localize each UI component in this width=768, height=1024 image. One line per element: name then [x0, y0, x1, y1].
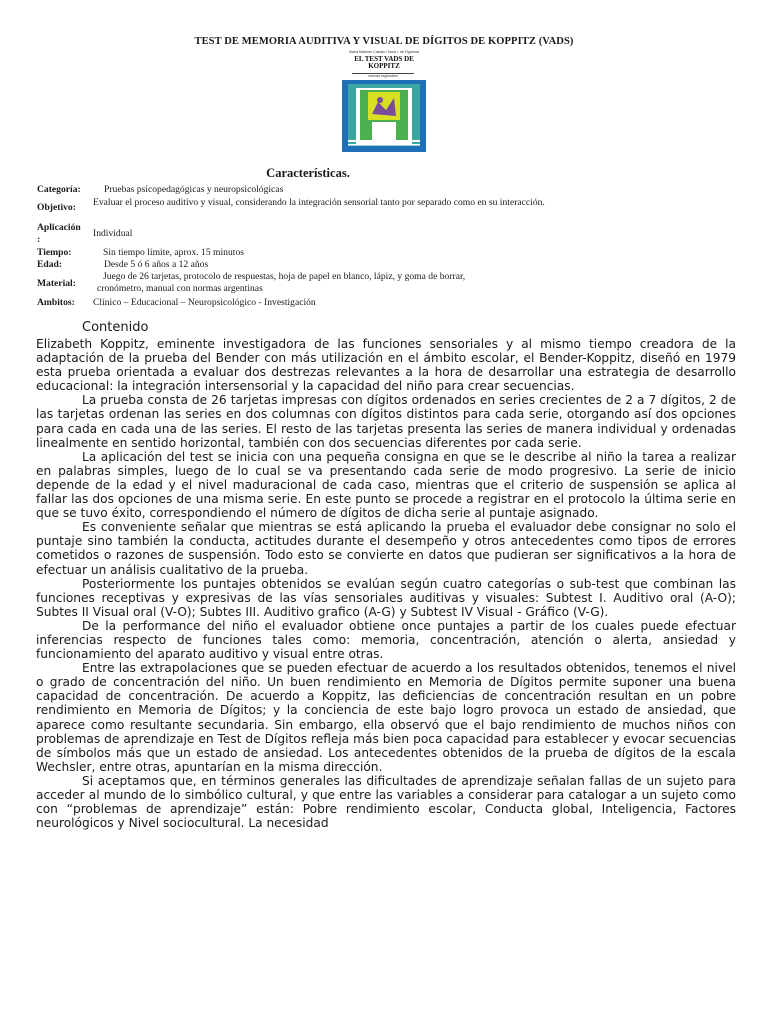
paragraph-5: Posteriormente los puntajes obtenidos se evalúan según cuatro categorías o sub-test que combinan las funciones receptivas y expresivas de las vías sensoriales auditivas y visuales: Subtest I. Auditivo oral (A-O); Subtes II Visual oral (V-O); Subtes III. Auditivo grafico (A-G) y Subtest IV Visual - Gráfico (V-G).: [36, 576, 736, 619]
label-tiempo: Tiempo:: [37, 247, 72, 258]
value-aplicacion: Individual: [93, 228, 133, 239]
cover-figure-head-icon: [377, 97, 383, 103]
label-edad: Edad:: [37, 259, 63, 270]
characteristics-heading: Características.: [266, 166, 350, 180]
value-material-line1: Juego de 26 tarjetas, protocolo de respuestas, hoja de papel en blanco, lápiz, y goma de borrar,: [103, 271, 466, 282]
cover-title-line1: EL TEST VADS DE: [354, 55, 414, 63]
cover-white-stripe-3: [372, 122, 396, 140]
label-aplicacion: Aplicación: [37, 222, 81, 233]
value-edad: Desde 5 ó 6 años a 12 años: [104, 259, 209, 270]
cover-subtitle: normas regionales: [352, 73, 414, 79]
value-objetivo: Evaluar el proceso auditivo y visual, considerando la integración sensorial tanto por separado como en su interacción.: [93, 197, 545, 208]
paragraph-3: La aplicación del test se inicia con una pequeña consigna en que se le describe al niño la tarea a realizar en palabras simples, luego de lo cual se va presentando cada serie de modo progresivo. La serie de inicio depende de la edad y el nivel maduracional de cada caso, mientras que el criterio de suspensión se aplica al fallar las dos opciones de una misma serie. En este punto se procede a registrar en el protocolo la última serie en que se tuvo éxito, correspondiendo el número de dígitos de dicha serie al puntaje asignado.: [36, 449, 736, 521]
value-tiempo: Sin tiempo límite, aprox. 15 minutos: [103, 247, 244, 258]
paragraph-2: La prueba consta de 26 tarjetas impresas con dígitos ordenados en series crecientes de 2 a 7 dígitos, 2 de las tarjetas ordenan las series en dos columnas con dígitos distintos para cada serie, otorgando así dos opciones para cada en cada una de las series. El resto de las tarjetas presenta las series de manera individual y ordenadas linealmente en sentido horizontal, también con dos secuencias diferentes por cada serie.: [36, 393, 736, 450]
paragraph-8: Si aceptamos que, en términos generales las dificultades de aprendizaje señalan fallas de un sujeto para acceder al mundo de lo simbólico cultural, y que entre las variables a considerar para catalogar a un sujeto como con “problemas de aprendizaje” están: Pobre rendimiento escolar, Conducta global, Inteligencia, Factores neurológicos y Nivel sociocultural. La necesidad: [36, 773, 736, 831]
paragraph-7: Entre las extrapolaciones que se pueden efectuar de acuerdo a los resultados obtenidos, tenemos el nivel o grado de concentración del niño. Un buen rendimiento en Memoria de Dígitos permite suponer una buena capacidad de concentración. De acuerdo a Koppitz, las deficiencias de concentración resultan en un pobre rendimiento en Memoria de Dígitos; y la conciencia de este bajo logro provoca un estado de ansiedad, que aparece como resultante secundaria. Sin embargo, ella observó que el bajo rendimiento de muchos niños con problemas de aprendizaje en Test de Dígitos refleja más bien poca capacidad para establecer y evocar secuencias de símbolos más que un estado de ansiedad. Los antecedentes obtenidos de la prueba de dígitos de la escala Wechsler, entre otras, apuntarían en la misma dirección.: [36, 661, 736, 774]
cover-white-stripe-1: [348, 140, 420, 142]
label-ambitos: Ambitos:: [37, 297, 75, 308]
paragraph-6: De la performance del niño el evaluador obtiene once puntajes a partir de los cuales puede efectuar inferencias respecto de funciones tales como: memoria, concentración, atención o alerta, ansiedad y funcionamiento del aparato auditivo y visual entre otras.: [36, 618, 736, 662]
label-objetivo: Objetivo:: [37, 202, 76, 213]
cover-artwork: [342, 80, 426, 152]
cover-white-stripe-2: [348, 144, 420, 146]
document-title: TEST DE MEMORIA AUDITIVA Y VISUAL DE DÍGITOS DE KOPPITZ (VADS): [194, 36, 574, 47]
label-aplicacion-colon: :: [37, 234, 41, 245]
content-body: [36, 337, 736, 830]
content-heading: Contenido: [82, 320, 149, 335]
paragraph-1: Elizabeth Koppitz, eminente investigadora de las funciones sensoriales y al mismo tiempo creadora de la adaptación de la prueba del Bender con más utilización en el ámbito escolar, el Bender-Koppitz, diseñó en 1979 esta prueba orientada a evaluar dos destrezas relevantes a la hora de desarrollar una estrategia de desarrollo educacional: la integración intersensorial y la capacidad del niño para crear secuencias.: [36, 337, 736, 394]
cover-title: [342, 56, 426, 70]
cover-authors: María Marlene Casullo / Nora I. de Figueroa: [348, 50, 420, 54]
label-material: Material:: [37, 278, 76, 289]
value-categoria: Pruebas psicopedagógicas y neuropsicológicas: [104, 184, 284, 195]
label-categoria: Categoría:: [37, 184, 81, 195]
cover-title-line2: KOPPITZ: [368, 62, 400, 70]
value-ambitos: Clínico – Educacional – Neuropsicológico - Investigación: [93, 297, 316, 308]
book-cover-image: [342, 50, 426, 152]
paragraph-4: Es conveniente señalar que mientras se está aplicando la prueba el evaluador debe consignar no solo el puntaje sino también la conducta, actitudes durante el desempeño y otros antecedentes como tipos de errores cometidos o razones de suspensión. Todo esto se convierte en datos que pudieran ser significativos a la hora de efectuar un análisis cualitativo de la prueba.: [36, 520, 736, 577]
value-material-line2: cronómetro, manual con normas argentinas: [97, 283, 263, 294]
